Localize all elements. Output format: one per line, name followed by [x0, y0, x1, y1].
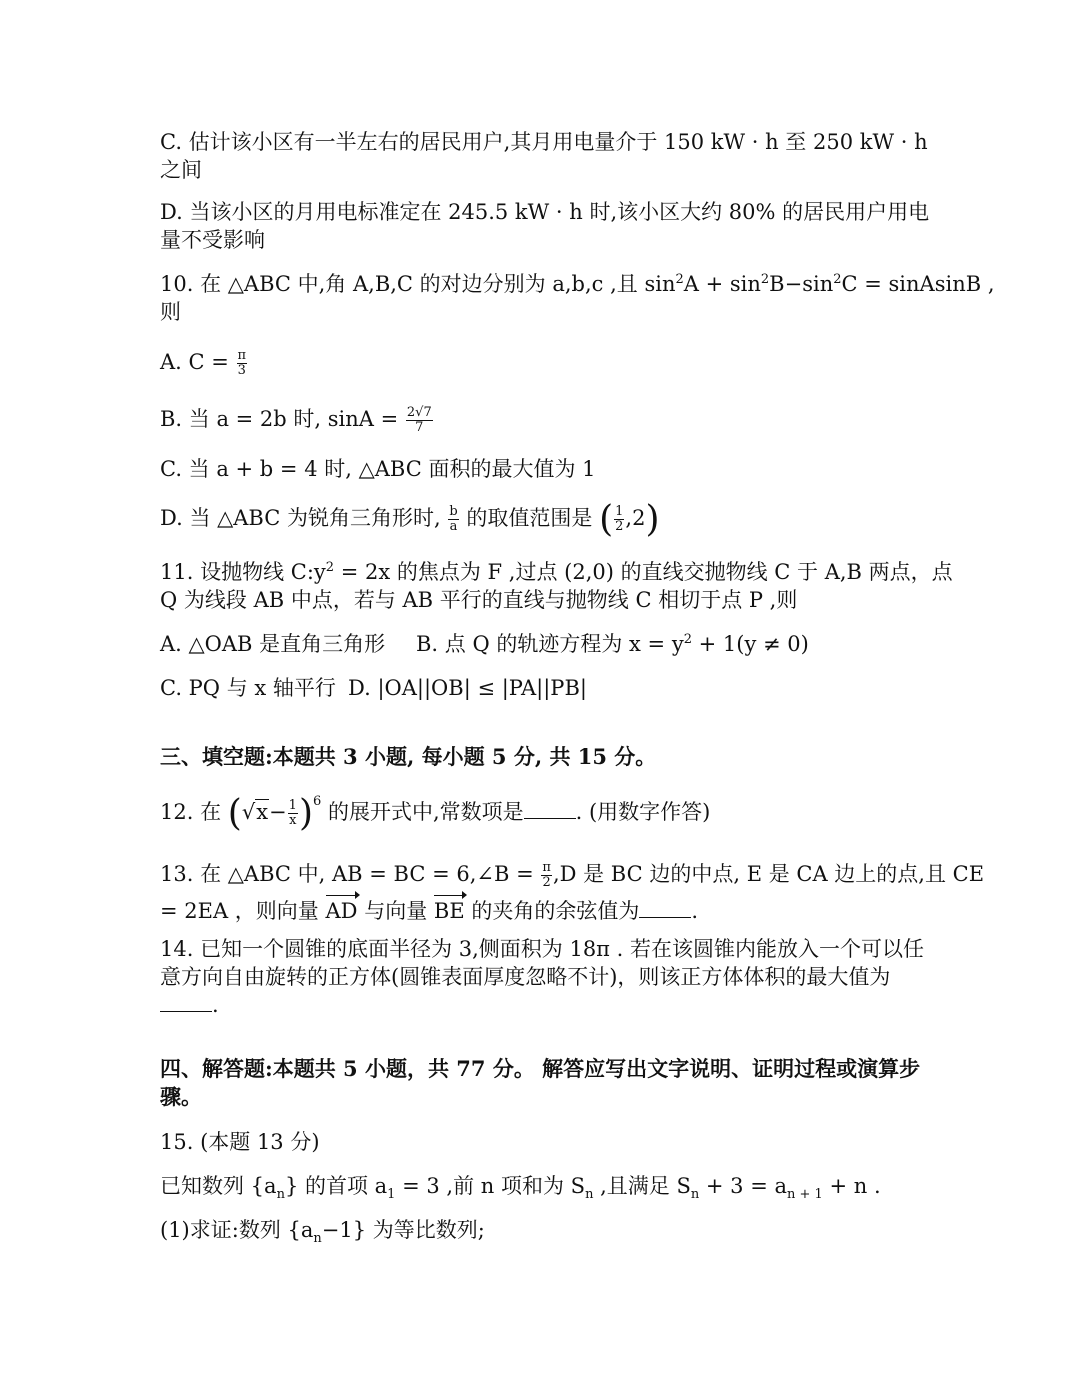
- q11-option-c: C. PQ 与 x 轴平行: [160, 676, 336, 700]
- q11-option-b: B. 点 Q 的轨迹方程为 $x = y^2 + 1(y \ne 0)$: [416, 632, 809, 656]
- q14: 14. 已知一个圆锥的底面半径为 3,侧面积为 18π . 若在该圆锥内能放入一个可以任意方向自由旋转的正方体(圆锥表面厚度忽略不计)，则该正方体体积的最大值为 .: [160, 937, 925, 1017]
- section-4-heading: 四、解答题:本题共 5 小题，共 77 分。 解答应写出文字说明、证明过程或演算步骤。: [160, 1056, 921, 1109]
- answer-blank: [160, 993, 212, 1012]
- q15-part1: (1)求证:数列 $\{a_n-1\}$ 为等比数列;: [160, 1218, 485, 1247]
- q13-line1: 13. 在 △ABC 中, AB = BC = 6,∠B = $\frac{\pi}{2}$ ,D 是 BC 边的中点, E 是 CA 边上的点,且 CE: [160, 860, 985, 890]
- section-3-heading: 三、填空题:本题共 3 小题, 每小题 5 分, 共 15 分。: [160, 744, 657, 769]
- q11-option-a: A. △OAB 是直角三角形: [160, 632, 386, 656]
- fraction: $\frac{\pi}{2}$: [542, 860, 551, 890]
- fraction: $\frac{\pi}{3}$: [237, 348, 247, 378]
- fraction: $\frac{2√7}{7}$: [406, 405, 432, 435]
- q10-option-b: B. 当 a = 2b 时, sinA = $\frac{2√7}{7}$: [160, 405, 432, 435]
- vector-ad: AD: [326, 893, 358, 925]
- fraction: $\frac{b}{a}$: [449, 504, 458, 534]
- q10-option-d: D. 当 △ABC 为锐角三角形时, $\frac{b}{a}$ 的取值范围是 ( $\frac{1}{2}$ ,2): [160, 499, 660, 540]
- q11-option-d: D. |OA||OB| ≤ |PA||PB|: [348, 676, 587, 700]
- q10-stem-end: 则: [160, 300, 181, 324]
- q11-stem-line2: Q 为线段 AB 中点，若与 AB 平行的直线与抛物线 C 相切于点 P ,则: [160, 588, 798, 612]
- q9-option-c: C. 估计该小区有一半左右的居民用户,其月用电量介于 150 kW · h 至 250 kW · h 之间: [160, 130, 928, 182]
- q10-option-a: A. C = $\frac{\pi}{3}$: [160, 348, 247, 378]
- q13-line2: = 2EA ，则向量 AD 与向量 BE 的夹角的余弦值为 .: [160, 893, 698, 925]
- q12: 12. 在 (√x− $\frac{1}{x}$ )$^6$ 的展开式中,常数项是 . (用数字作答): [160, 793, 711, 834]
- q10-option-c: C. 当 a + b = 4 时, △ABC 面积的最大值为 1: [160, 457, 596, 481]
- q9-option-d: D. 当该小区的月用电标准定在 245.5 kW · h 时,该小区大约 80% 的居民用户用电量不受影响: [160, 200, 930, 252]
- q10-stem: 10. 在 △ABC 中,角 A,B,C 的对边分别为 a,b,c ,且 $\sin^2A + \sin^2B-\sin^2C$ = sinAsinB ,: [160, 272, 995, 296]
- q15-stem: 已知数列 $\{a_n\}$ 的首项 $a_1 = 3$ ,前 n 项和为 $S_n$ ,且满足 $S_n + 3 = a_{n + 1} + n$ .: [160, 1174, 881, 1203]
- fraction: $\frac{1}{2}$: [615, 504, 624, 534]
- answer-blank: [524, 800, 576, 819]
- vector-be: BE: [434, 893, 465, 925]
- q15-title: 15. (本题 13 分): [160, 1130, 320, 1154]
- q11-stem-line1: 11. 设抛物线 $C:y^2 = 2x$ 的焦点为 F ,过点 (2,0) 的直线交抛物线 C 于 A,B 两点，点: [160, 560, 953, 584]
- answer-blank: [639, 899, 691, 918]
- fraction: $\frac{1}{x}$: [288, 798, 297, 828]
